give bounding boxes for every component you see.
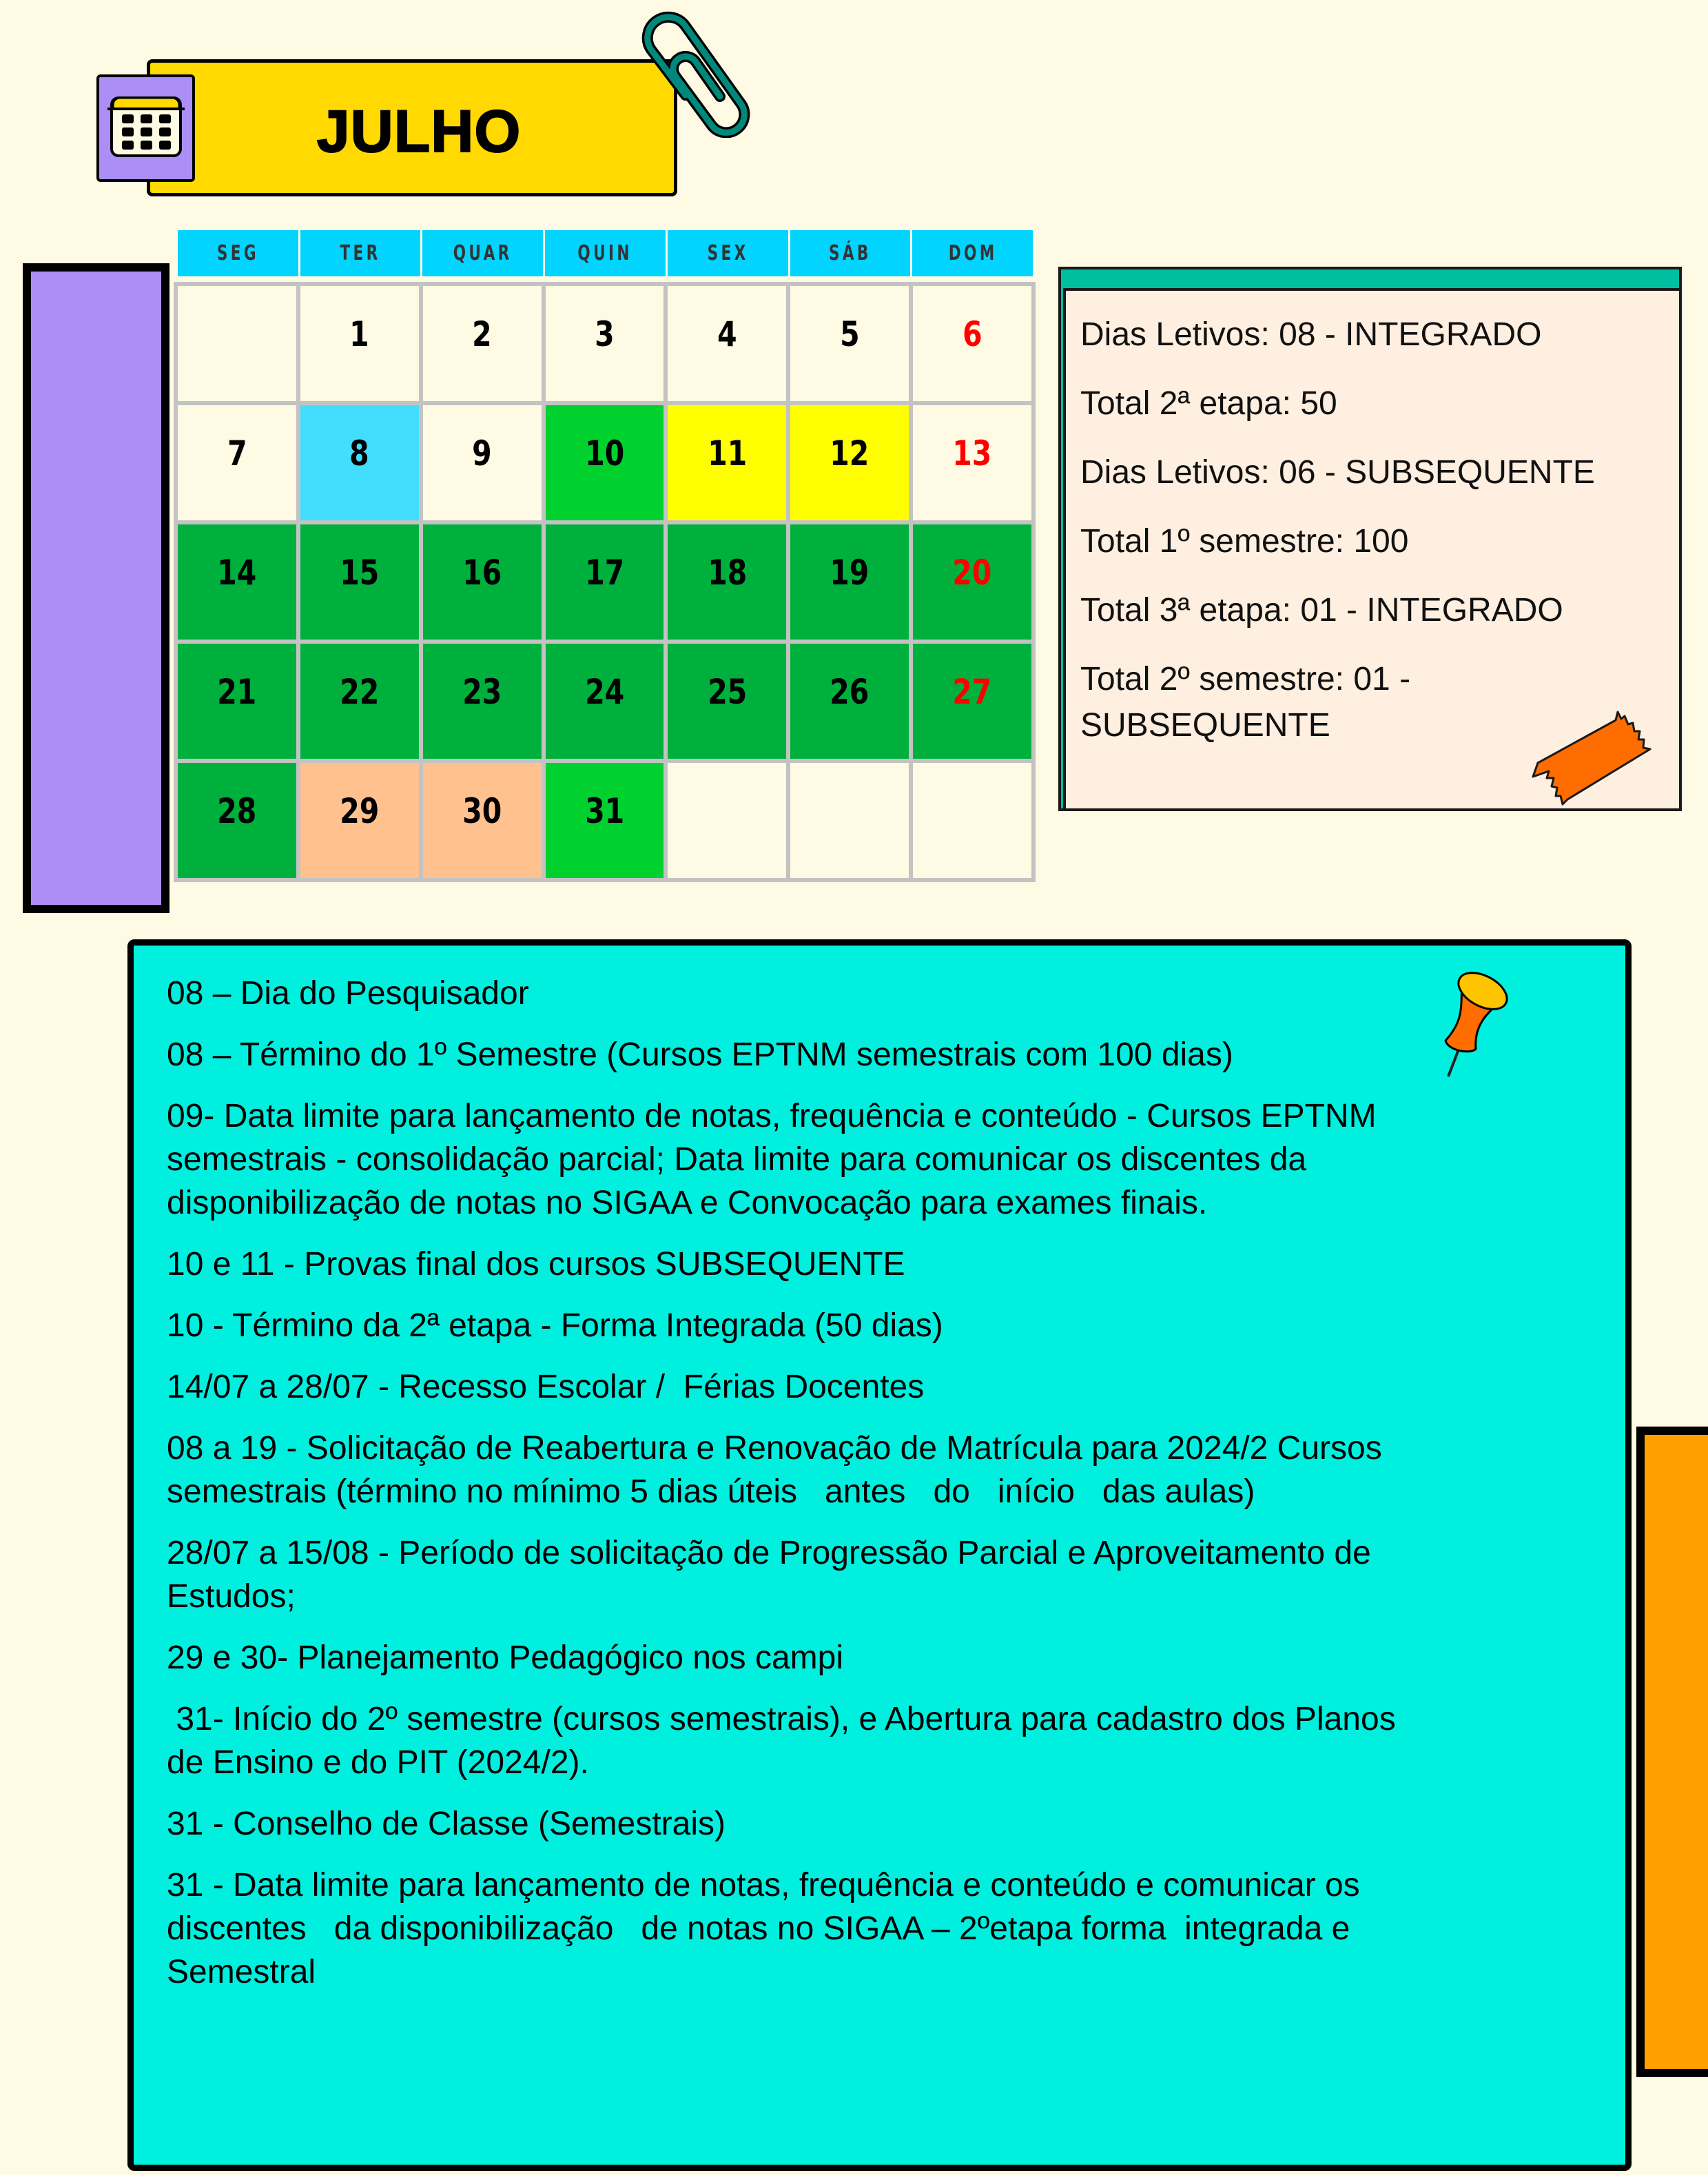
day-number: 30 bbox=[462, 791, 502, 831]
summary-line: Total 3ª etapa: 01 - INTEGRADO bbox=[1080, 592, 1563, 629]
month-title: JULHO bbox=[316, 99, 522, 165]
day-number: 31 bbox=[584, 791, 625, 831]
calendar-day-cell bbox=[423, 405, 542, 520]
day-number: 29 bbox=[340, 791, 380, 831]
day-number: 17 bbox=[584, 553, 625, 593]
calendar-day-cell bbox=[300, 405, 419, 520]
weekday-header: SEG bbox=[178, 230, 298, 276]
event-text-line: 31 - Data limite para lançamento de notas, frequência e conteúdo e comunicar os bbox=[167, 1867, 1360, 1903]
calendar-tab bbox=[96, 74, 195, 182]
calendar-day-cell bbox=[913, 524, 1031, 640]
day-number: 21 bbox=[217, 672, 257, 712]
calendar-day-cell bbox=[423, 644, 542, 759]
day-number: 27 bbox=[952, 672, 992, 712]
summary-line: Dias Letivos: 08 - INTEGRADO bbox=[1080, 316, 1542, 353]
day-number: 22 bbox=[340, 672, 380, 712]
event-text-line: Estudos; bbox=[167, 1578, 296, 1615]
calendar-day-cell bbox=[913, 644, 1031, 759]
event-item bbox=[167, 1304, 1625, 1347]
event-text-line: disponibilização de notas no SIGAA e Convocação para exames finais. bbox=[167, 1185, 1208, 1221]
paperclip-icon bbox=[637, 7, 758, 138]
day-number: 12 bbox=[830, 433, 870, 473]
day-number: 9 bbox=[472, 433, 492, 473]
event-text-line: 09- Data limite para lançamento de notas, frequência e conteúdo - Cursos EPTNM bbox=[167, 1098, 1377, 1134]
event-item bbox=[167, 1636, 1625, 1679]
event-text-line: 08 a 19 - Solicitação de Reabertura e Renovação de Matrícula para 2024/2 Cursos bbox=[167, 1430, 1382, 1467]
day-number: 20 bbox=[952, 553, 992, 593]
event-item bbox=[167, 1427, 1625, 1513]
calendar-empty-cell bbox=[790, 763, 909, 878]
summary-line: Total 2ª etapa: 50 bbox=[1080, 385, 1337, 422]
day-number: 13 bbox=[952, 433, 992, 473]
event-item bbox=[167, 1094, 1625, 1225]
event-text-line: de Ensino e do PIT (2024/2). bbox=[167, 1744, 589, 1781]
calendar-day-cell bbox=[790, 286, 909, 401]
calendar-day-cell bbox=[178, 644, 296, 759]
event-text-line: 10 e 11 - Provas final dos cursos SUBSEQUENTE bbox=[167, 1246, 905, 1283]
calendar-day-cell bbox=[668, 405, 786, 520]
calendar-empty-cell bbox=[913, 763, 1031, 878]
event-text-line: semestrais - consolidação parcial; Data limite para comunicar os discentes da bbox=[167, 1141, 1307, 1178]
calendar-day-cell bbox=[423, 286, 542, 401]
day-number: 2 bbox=[472, 314, 492, 354]
day-number: 3 bbox=[595, 314, 615, 354]
weekday-header: TER bbox=[300, 230, 421, 276]
day-number: 26 bbox=[830, 672, 870, 712]
summary-line: Total 1º semestre: 100 bbox=[1080, 523, 1409, 560]
calendar-day-cell bbox=[300, 763, 419, 878]
day-number: 6 bbox=[962, 314, 982, 354]
calendar-day-cell bbox=[546, 644, 664, 759]
calendar-day-cell bbox=[668, 286, 786, 401]
calendar-day-cell bbox=[178, 405, 296, 520]
event-text-line: 28/07 a 15/08 - Período de solicitação de Progressão Parcial e Aproveitamento de bbox=[167, 1535, 1371, 1571]
calendar-empty-cell bbox=[178, 286, 296, 401]
calendar-grid bbox=[174, 282, 1036, 882]
event-text-line: 29 e 30- Planejamento Pedagógico nos campi bbox=[167, 1640, 843, 1676]
day-number: 1 bbox=[349, 314, 370, 354]
day-number: 4 bbox=[717, 314, 737, 354]
day-number: 19 bbox=[830, 553, 870, 593]
weekday-header: SÁB bbox=[790, 230, 911, 276]
weekday-header: DOM bbox=[912, 230, 1033, 276]
event-text-line: 31- Início do 2º semestre (cursos semestrais), e Abertura para cadastro dos Planos bbox=[167, 1701, 1396, 1737]
event-item bbox=[167, 1863, 1625, 1994]
decorative-left-bar bbox=[23, 263, 169, 913]
weekday-header: QUAR bbox=[422, 230, 543, 276]
event-item bbox=[167, 1033, 1625, 1076]
calendar-day-cell bbox=[790, 405, 909, 520]
event-item bbox=[167, 1697, 1625, 1784]
event-text-line: 08 – Dia do Pesquisador bbox=[167, 975, 529, 1012]
day-number: 10 bbox=[584, 433, 625, 473]
decorative-right-bar bbox=[1636, 1427, 1708, 2077]
calendar-day-cell bbox=[546, 763, 664, 878]
calendar-day-cell bbox=[423, 524, 542, 640]
calendar-day-cell bbox=[546, 405, 664, 520]
calendar-icon bbox=[99, 77, 192, 179]
calendar-day-cell bbox=[913, 405, 1031, 520]
day-number: 28 bbox=[217, 791, 257, 831]
tape-icon bbox=[1519, 700, 1660, 810]
day-number: 11 bbox=[707, 433, 747, 473]
weekday-header: SEX bbox=[668, 230, 788, 276]
day-number: 5 bbox=[839, 314, 860, 354]
day-number: 25 bbox=[707, 672, 747, 712]
calendar-day-cell bbox=[790, 644, 909, 759]
calendar-day-cell bbox=[300, 286, 419, 401]
event-item bbox=[167, 1802, 1625, 1846]
calendar-day-cell bbox=[546, 286, 664, 401]
event-text-line: semestrais (término no mínimo 5 dias úteis antes do início das aulas) bbox=[167, 1473, 1255, 1510]
event-item bbox=[167, 1531, 1625, 1618]
day-number: 16 bbox=[462, 553, 502, 593]
calendar-day-cell bbox=[668, 524, 786, 640]
event-item bbox=[167, 1243, 1625, 1286]
event-item bbox=[167, 1365, 1625, 1409]
day-number: 8 bbox=[349, 433, 370, 473]
day-number: 15 bbox=[340, 553, 380, 593]
calendar-empty-cell bbox=[668, 763, 786, 878]
event-text-line: Semestral bbox=[167, 1954, 316, 1990]
day-number: 7 bbox=[227, 433, 247, 473]
weekday-header-row bbox=[178, 230, 1033, 276]
day-number: 18 bbox=[707, 553, 747, 593]
weekday-header: QUIN bbox=[545, 230, 666, 276]
calendar-day-cell bbox=[178, 763, 296, 878]
calendar-day-cell bbox=[178, 524, 296, 640]
event-text-line: 31 - Conselho de Classe (Semestrais) bbox=[167, 1806, 726, 1842]
calendar-day-cell bbox=[546, 524, 664, 640]
event-text-line: 10 - Término da 2ª etapa - Forma Integrada (50 dias) bbox=[167, 1307, 943, 1344]
day-number: 23 bbox=[462, 672, 502, 712]
day-number: 14 bbox=[217, 553, 257, 593]
summary-line: Dias Letivos: 06 - SUBSEQUENTE bbox=[1080, 454, 1595, 491]
event-text-line: discentes da disponibilização de notas no SIGAA – 2ºetapa forma integrada e bbox=[167, 1910, 1350, 1947]
event-item bbox=[167, 972, 1625, 1015]
calendar-day-cell bbox=[668, 644, 786, 759]
day-number: 24 bbox=[584, 672, 625, 712]
event-text-line: 08 – Término do 1º Semestre (Cursos EPTNM semestrais com 100 dias) bbox=[167, 1037, 1233, 1073]
calendar-day-cell bbox=[423, 763, 542, 878]
event-text-line: 14/07 a 28/07 - Recesso Escolar / Férias Docentes bbox=[167, 1369, 925, 1405]
month-banner bbox=[147, 59, 677, 196]
pushpin-icon bbox=[1433, 965, 1512, 1082]
calendar-day-cell bbox=[913, 286, 1031, 401]
summary-line: Total 2º semestre: 01 - SUBSEQUENTE bbox=[1080, 661, 1411, 744]
calendar-day-cell bbox=[300, 644, 419, 759]
calendar-day-cell bbox=[790, 524, 909, 640]
events-list bbox=[127, 939, 1632, 2171]
calendar-day-cell bbox=[300, 524, 419, 640]
